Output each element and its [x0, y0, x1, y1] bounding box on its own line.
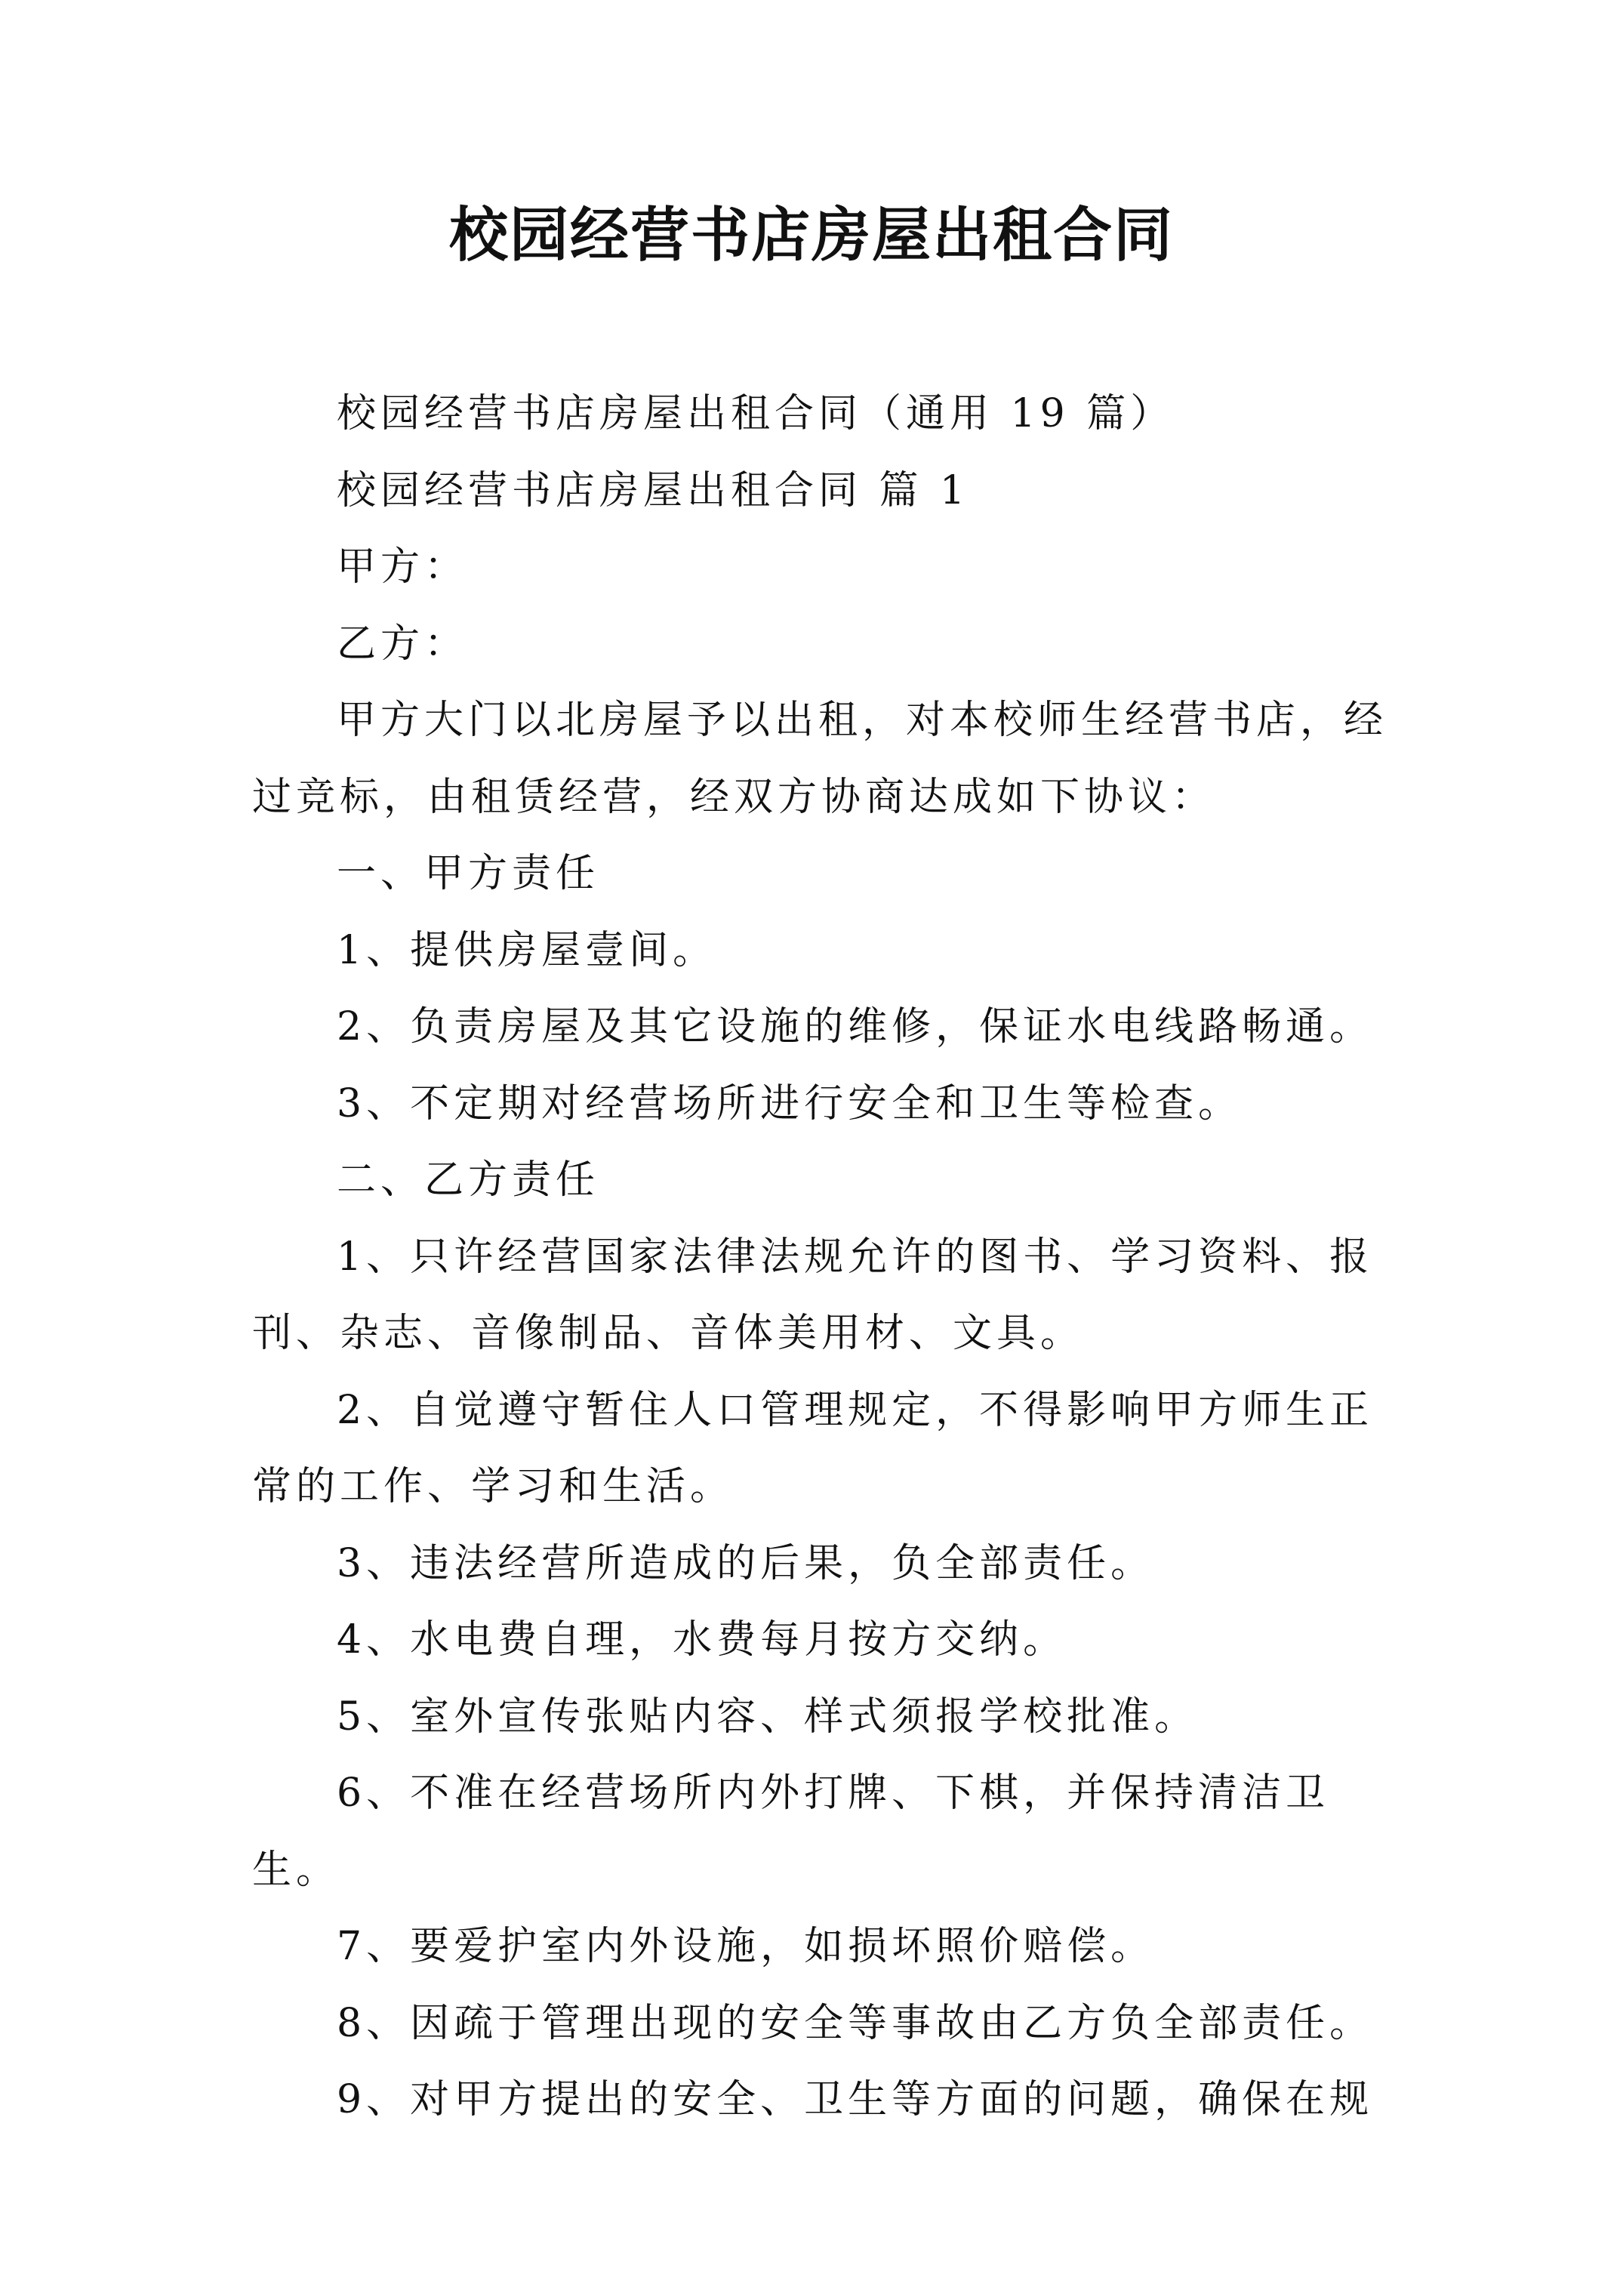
paragraph-party-b-duty-5: 5、室外宣传张贴内容、样式须报学校批准。 [337, 1693, 1199, 1740]
paragraph-party-a-duty-3: 3、不定期对经营场所进行安全和卫生等检查。 [337, 1080, 1243, 1126]
paragraph-party-b-duty-7: 7、要爱护室内外设施，如损坏照价赔偿。 [337, 1924, 1155, 1969]
paragraph-party-b-duties-heading: 二、乙方责任 [337, 1157, 600, 1203]
paragraph-party-b-duty-2: 2、自觉遵守暂住人口管理规定，不得影响甲方师生正常的工作、学习和生活。 [252, 1387, 1374, 1509]
paragraph-party-b: 乙方： [337, 621, 469, 667]
paragraph-party-a-duty-1: 1、提供房屋壹间。 [337, 927, 717, 973]
paragraph-party-a: 甲方： [337, 544, 469, 590]
document-title: 校园经营书店房屋出租合同 [448, 201, 1174, 270]
paragraph-subtitle: 校园经营书店房屋出租合同（通用 19 篇） [337, 391, 1175, 436]
paragraph-party-b-duty-8: 8、因疏于管理出现的安全等事故由乙方负全部责任。 [337, 2000, 1374, 2046]
paragraph-party-a-duty-2: 2、负责房屋及其它设施的维修，保证水电线路畅通。 [337, 1004, 1374, 1049]
paragraph-intro: 甲方大门以北房屋予以出租，对本校师生经营书店，经过竞标，由租赁经营，经双方协商达成如下协议： [252, 698, 1388, 820]
paragraph-party-a-duties-heading: 一、甲方责任 [337, 851, 600, 896]
paragraph-party-b-duty-9: 9、对甲方提出的安全、卫生等方面的问题，确保在规 [337, 2077, 1374, 2122]
paragraph-section-heading: 校园经营书店房屋出租合同 篇 1 [337, 467, 970, 513]
paragraph-party-b-duty-4: 4、水电费自理，水费每月按方交纳。 [337, 1617, 1067, 1663]
paragraph-party-b-duty-6: 6、不准在经营场所内外打牌、下棋，并保持清洁卫生。 [252, 1771, 1330, 1893]
document-body [252, 376, 1406, 2139]
paragraph-party-b-duty-3: 3、违法经营所造成的后果，负全部责任。 [337, 1540, 1155, 1586]
paragraph-party-b-duty-1: 1、只许经营国家法律法规允许的图书、学习资料、报刊、杂志、音像制品、音体美用材、文具。 [252, 1234, 1374, 1356]
